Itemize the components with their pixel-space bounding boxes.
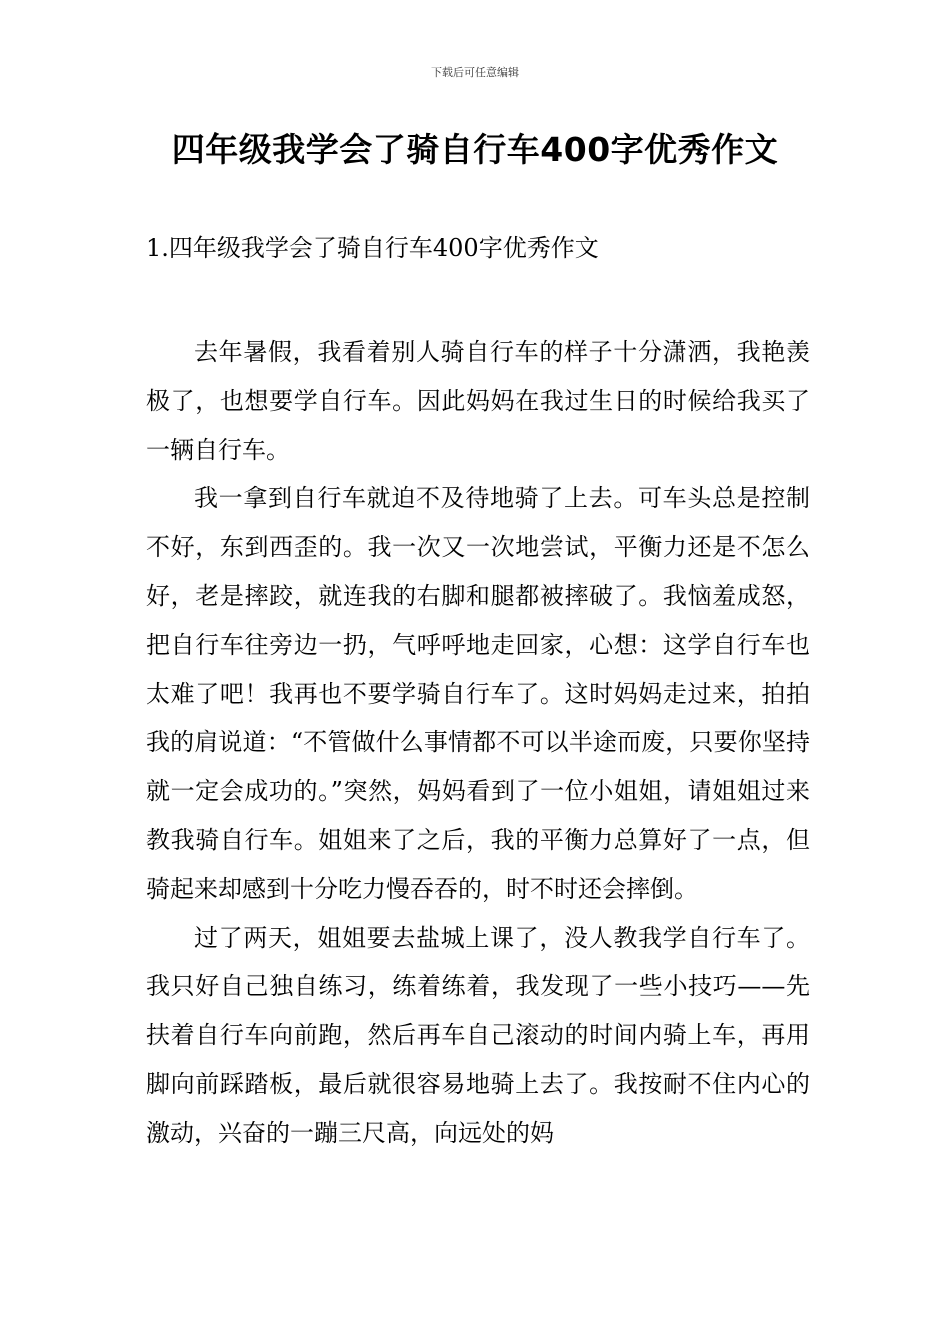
section-heading: 1.四年级我学会了骑自行车400字优秀作文 [146,234,599,262]
header-note: 下载后可任意编辑 [431,66,519,79]
paragraph-1: 去年暑假，我看着别人骑自行车的样子十分潇洒，我艳羡极了，也想要学自行车。因此妈妈在我过生日的时候给我买了一辆自行车。 [146,338,810,464]
paragraph-3: 过了两天，姐姐要去盐城上课了，没人教我学自行车了。我只好自己独自练习，练着练着，我发现了一些小技巧——先扶着自行车向前跑，然后再车自己滚动的时间内骑上车，再用脚向前踩踏板，最后就很容易地骑上去了。我按耐不住内心的激动，兴奋的一蹦三尺高，向远处的妈 [146,923,810,1147]
paragraph-2: 我一拿到自行车就迫不及待地骑了上去。可车头总是控制不好，东到西歪的。我一次又一次地尝试，平衡力还是不怎么好，老是摔跤，就连我的右脚和腿都被摔破了。我恼羞成怒，把自行车往旁边一扔，气呼呼地走回家，心想：这学自行车也太难了吧！我再也不要学骑自行车了。这时妈妈走过来，拍拍我的肩说道：“不管做什么事情都不可以半途而废，只要你坚持就一定会成功的。”突然，妈妈看到了一位小姐姐，请姐姐过来教我骑自行车。姐姐来了之后，我的平衡力总算好了一点，但骑起来却感到十分吃力慢吞吞的，时不时还会摔倒。 [146,484,810,903]
essay-body [146,328,810,1158]
document-title: 四年级我学会了骑自行车400字优秀作文 [171,130,779,169]
